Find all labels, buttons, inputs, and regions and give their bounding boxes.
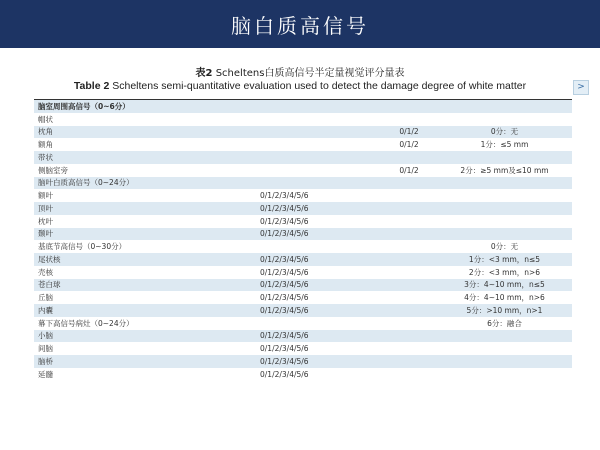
table-cell-c3 [381, 240, 433, 253]
table-row [34, 240, 572, 253]
table-cell-c2 [256, 240, 381, 253]
table-row [34, 330, 572, 343]
table-cell-c4 [433, 368, 572, 381]
page-title: 脑白质高信号 [231, 13, 369, 38]
table-cell-c2: 0/1/2/3/4/5/6 [260, 216, 309, 226]
table-cell-c4 [433, 330, 572, 343]
table-title-en: Scheltens semi-quantitative evaluation used to detect the damage degree of white matter [112, 80, 527, 92]
table-cell-c4 [433, 355, 572, 368]
table-cell-c3 [381, 317, 433, 330]
table-cell-c2 [256, 138, 381, 151]
table-title-cn: Scheltens白质高信号半定量视觉评分量表 [215, 68, 405, 79]
table-cell-c4: 1分：<3 mm，n≤5 [433, 253, 572, 266]
table-cell-c1: 枕叶 [38, 216, 53, 226]
table-caption-en [0, 80, 600, 92]
table-cell-c4 [433, 177, 572, 190]
title-banner [0, 0, 600, 48]
table-cell-c2: 0/1/2/3/4/5/6 [260, 293, 309, 303]
table-row [34, 164, 572, 177]
table-cell-c4: 2分：≥5 mm及≤10 mm [460, 165, 549, 175]
table-cell-c4 [433, 100, 572, 113]
table-cell-c1: 带状 [34, 151, 256, 164]
table-cell-c3 [381, 215, 433, 228]
table-cell-c1: 脑室周围高信号（0~6分） [34, 100, 256, 113]
table-row [34, 151, 572, 164]
table-cell-c2 [256, 100, 381, 113]
table-label-cn: 表2 [195, 68, 213, 79]
table-cell-c3 [381, 189, 433, 202]
table-row [34, 342, 572, 355]
table-cell-c3 [381, 177, 433, 190]
scheltens-score-table [34, 99, 572, 381]
table-cell-c1: 内囊 [34, 304, 256, 317]
table-cell-c1: 额角 [38, 140, 53, 150]
table-cell-c1: 脑叶白质高信号（0~24分） [34, 177, 256, 190]
table-cell-c1: 顶叶 [34, 202, 256, 215]
table-cell-c1: 小脑 [34, 330, 256, 343]
table-cell-c4 [433, 215, 572, 228]
table-cell-c4 [433, 228, 572, 241]
table-row [34, 291, 572, 304]
table-cell-c3 [381, 330, 433, 343]
table-cell-c2: 0/1/2/3/4/5/6 [260, 344, 309, 354]
table-cell-c4 [433, 202, 572, 215]
table-cell-c3 [381, 291, 433, 304]
table-cell-c3 [381, 342, 433, 355]
table-cell-c1: 尾状核 [34, 253, 256, 266]
table-cell-c3 [381, 304, 433, 317]
table-cell-c3 [381, 368, 433, 381]
table-row [34, 253, 572, 266]
table-cell-c3: 0/1/2 [381, 126, 433, 139]
table-cell-c3 [381, 113, 433, 126]
table-cell-c2: 0/1/2/3/4/5/6 [256, 330, 381, 343]
table-cell-c1: 颞叶 [34, 228, 256, 241]
table-row [34, 126, 572, 139]
table-cell-c2 [256, 113, 381, 126]
table-row [34, 215, 572, 228]
table-row [34, 177, 572, 190]
table-cell-c2: 0/1/2/3/4/5/6 [256, 202, 381, 215]
table-row [34, 228, 572, 241]
table-cell-c2: 0/1/2/3/4/5/6 [256, 253, 381, 266]
table-cell-c1: 幕下高信号病灶（0~24分） [38, 318, 134, 328]
table-cell-c4 [433, 151, 572, 164]
table-row [34, 317, 572, 330]
arrow-glyph: > [577, 82, 585, 92]
table-cell-c1: 延髓 [38, 369, 53, 379]
table-cell-c4: 5分：>10 mm，n>1 [433, 304, 572, 317]
table-row [34, 113, 572, 126]
table-cell-c2: 0/1/2/3/4/5/6 [256, 279, 381, 292]
table-cell-c4 [433, 342, 572, 355]
table-row [34, 138, 572, 151]
table-cell-c4: 0分：无 [490, 242, 519, 252]
table-label-en: Table 2 [73, 80, 110, 92]
table-row [34, 279, 572, 292]
table-cell-c1: 帽状 [38, 114, 53, 124]
table-cell-c3 [381, 151, 433, 164]
table-cell-c3 [381, 266, 433, 279]
table-cell-c1: 额叶 [38, 191, 53, 201]
table-cell-c1: 丘脑 [38, 293, 53, 303]
table-row [34, 100, 572, 113]
table-cell-c1: 枕角 [34, 126, 256, 139]
table-cell-c2: 0/1/2/3/4/5/6 [260, 369, 309, 379]
table-cell-c4: 6分：融合 [487, 318, 522, 328]
table-cell-c2: 0/1/2/3/4/5/6 [256, 355, 381, 368]
table-cell-c4 [433, 113, 572, 126]
table-cell-c1: 间脑 [38, 344, 53, 354]
table-cell-c4: 3分：4~10 mm，n≤5 [433, 279, 572, 292]
table-row [34, 189, 572, 202]
table-cell-c2: 0/1/2/3/4/5/6 [256, 304, 381, 317]
table-row [34, 202, 572, 215]
table-cell-c1: 脑桥 [34, 355, 256, 368]
table-cell-c3: 0/1/2 [399, 165, 419, 175]
table-caption-cn [0, 64, 600, 79]
table-cell-c1: 侧脑室旁 [38, 165, 68, 175]
table-cell-c3 [381, 279, 433, 292]
table-cell-c4: 2分：<3 mm，n>6 [468, 267, 541, 277]
table-cell-c2 [256, 164, 381, 177]
table-row [34, 355, 572, 368]
table-row [34, 266, 572, 279]
table-cell-c3 [381, 100, 433, 113]
table-cell-c2 [256, 317, 381, 330]
table-cell-c1: 基底节高信号（0~30分） [38, 242, 127, 252]
table-row [34, 368, 572, 381]
table-cell-c2: 0/1/2/3/4/5/6 [260, 267, 309, 277]
table-cell-c4: 4分：4~10 mm，n>6 [464, 293, 545, 303]
table-cell-c1: 壳核 [38, 267, 53, 277]
table-cell-c3 [381, 202, 433, 215]
table-cell-c2 [256, 126, 381, 139]
chevron-right-icon[interactable] [573, 80, 589, 95]
table-cell-c3: 0/1/2 [399, 140, 419, 150]
table-cell-c4: 1分：≤5 mm [480, 140, 529, 150]
table-cell-c2 [256, 177, 381, 190]
table-cell-c4: 0分：无 [433, 126, 572, 139]
table-cell-c2: 0/1/2/3/4/5/6 [256, 228, 381, 241]
table-cell-c1: 苍白球 [34, 279, 256, 292]
table-cell-c3 [381, 355, 433, 368]
table-cell-c3 [381, 253, 433, 266]
table-cell-c4 [433, 189, 572, 202]
table-row [34, 304, 572, 317]
table-cell-c3 [381, 228, 433, 241]
table-cell-c2 [256, 151, 381, 164]
table-cell-c2: 0/1/2/3/4/5/6 [260, 191, 309, 201]
